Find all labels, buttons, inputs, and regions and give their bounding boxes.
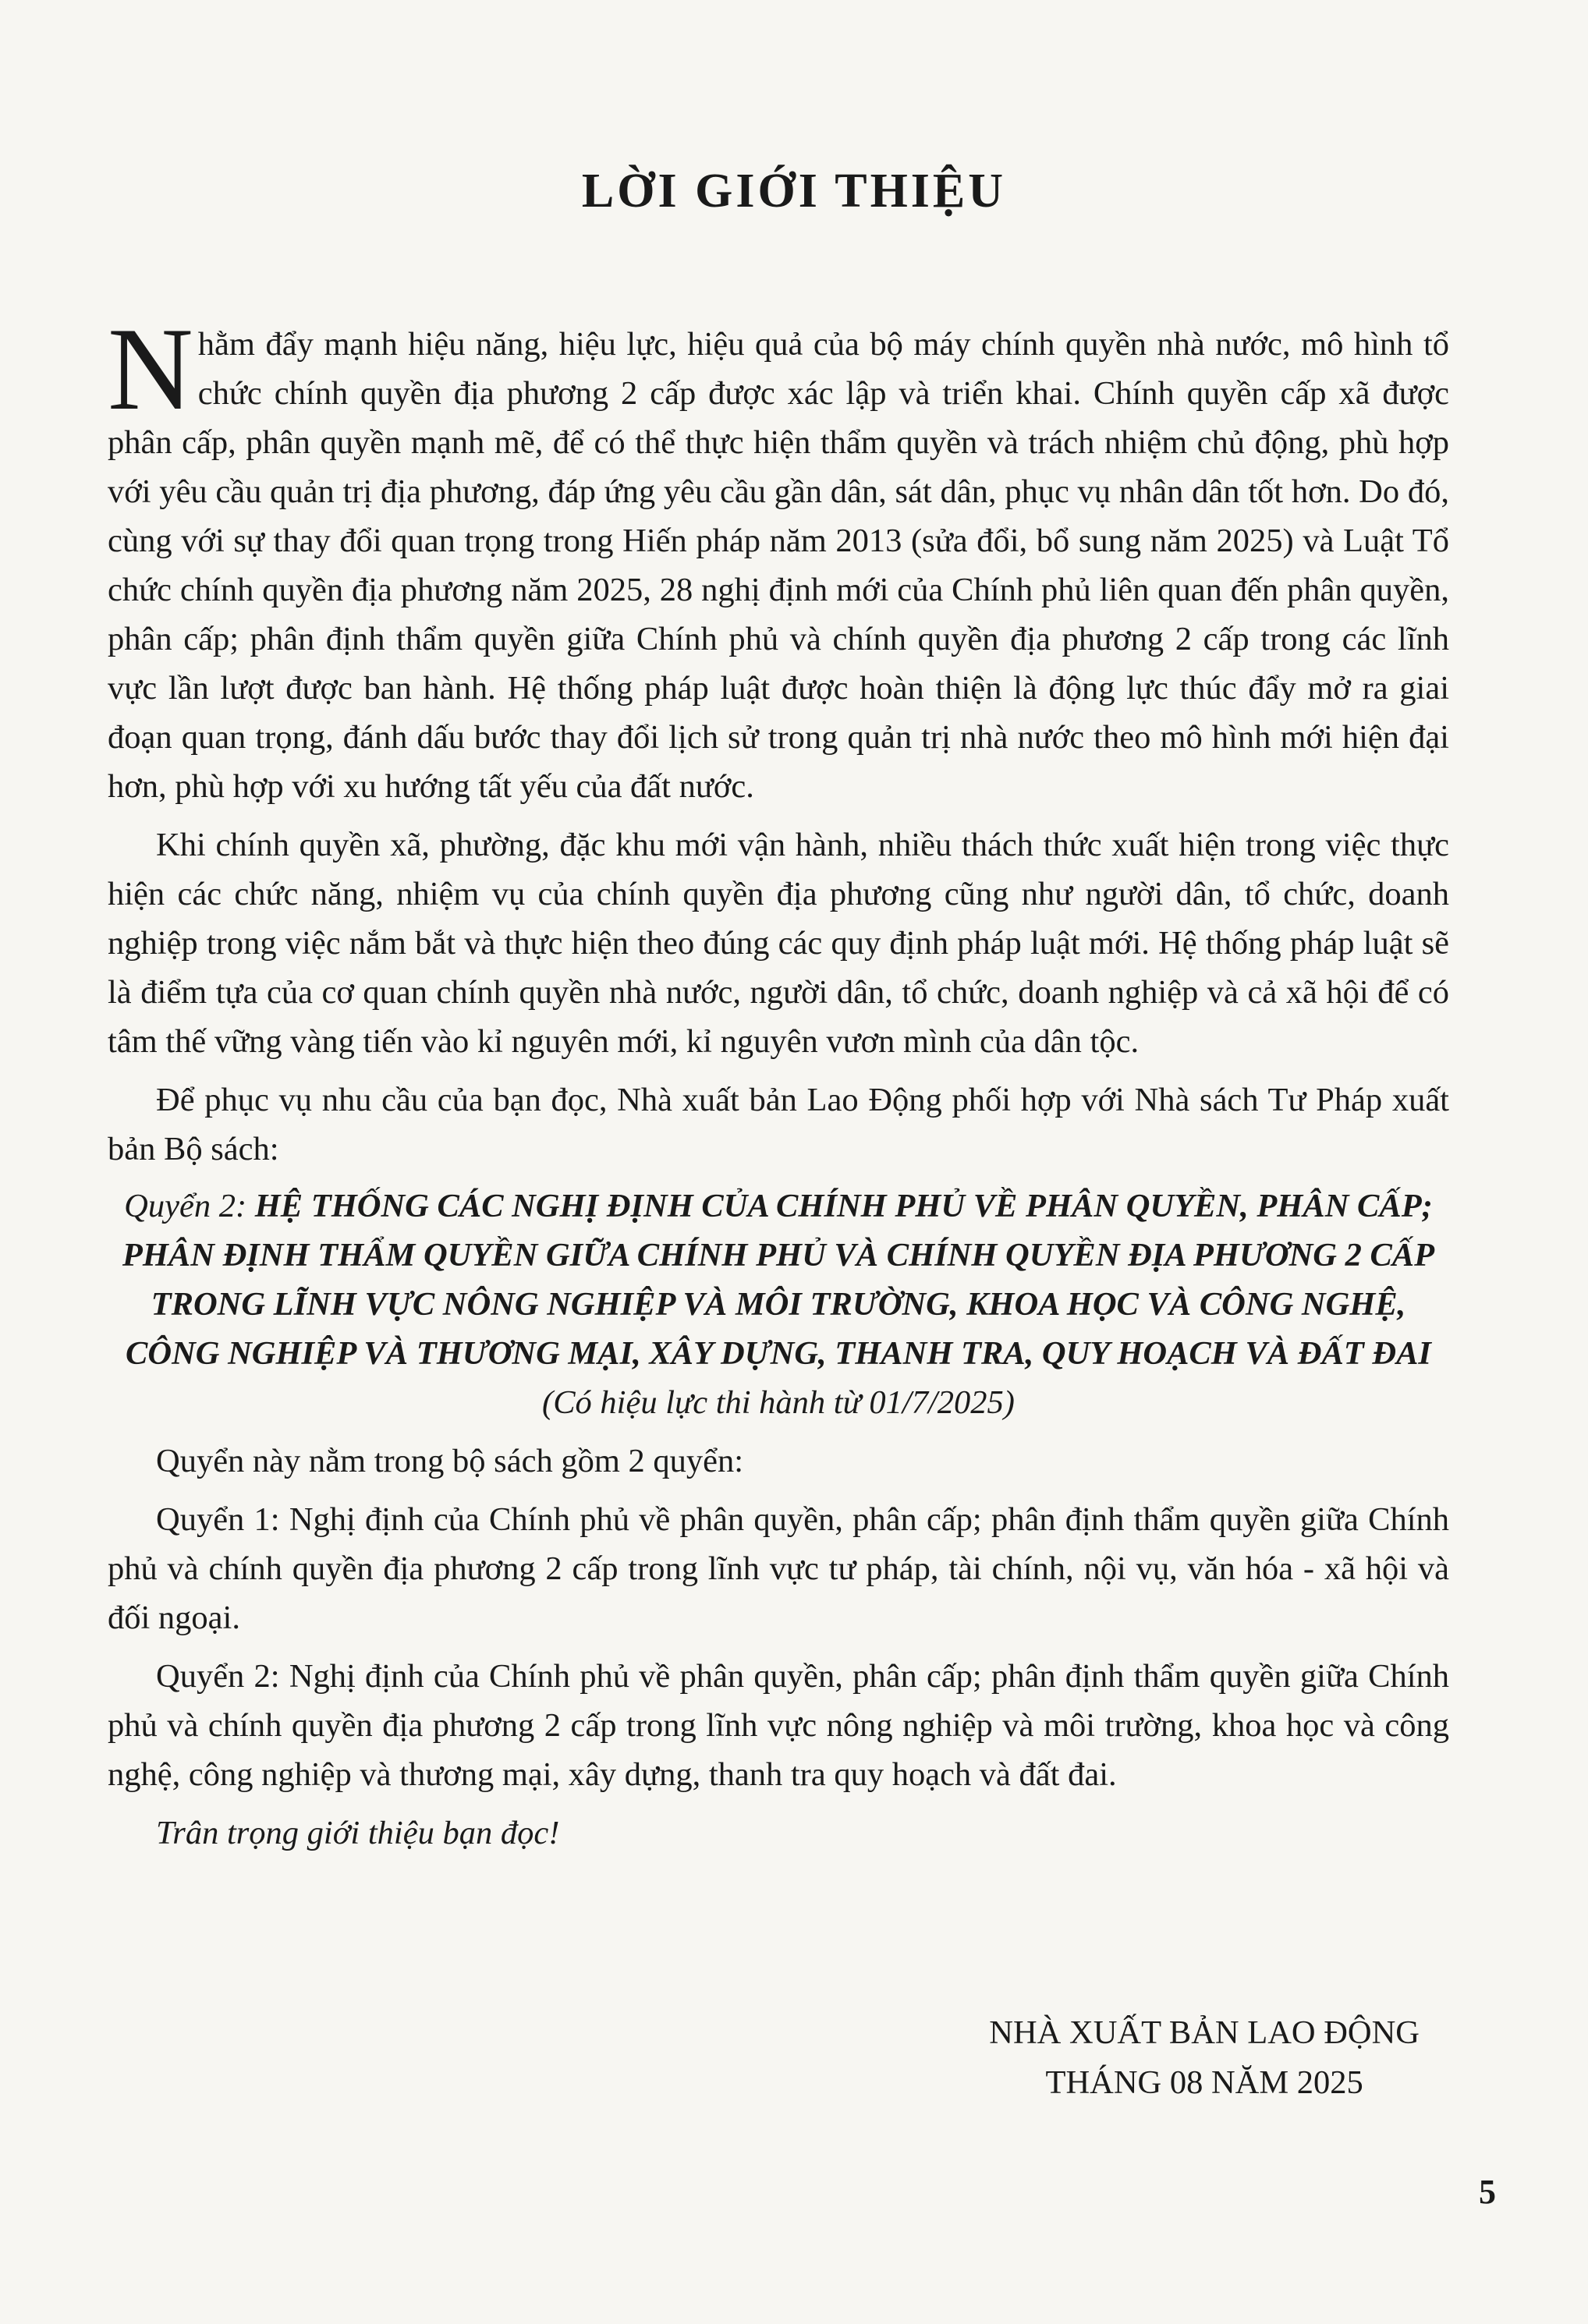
paragraph-challenges: Khi chính quyền xã, phường, đặc khu mới vận hành, nhiều thách thức xuất hiện trong việc thực hiện các chức năng, nhiệm vụ của chính quyền địa phương cũng như người dân, tổ chức, doanh nghiệp trong việc nắm bắt và thực hiện theo đúng các quy định pháp luật mới. Hệ thống pháp luật sẽ là điểm tựa của cơ quan chính quyền nhà nước, người dân, tổ chức, doanh nghiệp và cả xã hội để có tâm thế vững vàng tiến vào kỉ nguyên mới, kỉ nguyên vươn mình của dân tộc.: [108, 827, 1449, 1060]
paragraph-series: Quyển này nằm trong bộ sách gồm 2 quyển:: [156, 1443, 744, 1479]
book-title-line-1: [108, 1181, 1449, 1231]
volume-2-description: Quyển 2: Nghị định của Chính phủ về phân quyền, phân cấp; phân định thẩm quyền giữa Chính phủ và chính quyền địa phương 2 cấp trong lĩnh vực nông nghiệp và môi trường, khoa học và công nghệ, công nghiệp và thương mại, xây dựng, thanh tra quy hoạch và đất đai.: [108, 1658, 1449, 1793]
drop-cap: N: [108, 303, 193, 434]
paragraph-publication: Để phục vụ nhu cầu của bạn đọc, Nhà xuất bản Lao Động phối hợp với Nhà sách Tư Pháp xuất bản Bộ sách:: [108, 1082, 1449, 1167]
publisher-name: NHÀ XUẤT BẢN LAO ĐỘNG: [989, 2014, 1420, 2051]
book-title: [108, 1181, 1449, 1378]
book-title-line-2: PHÂN ĐỊNH THẨM QUYỀN GIỮA CHÍNH PHỦ VÀ CHÍNH QUYỀN ĐỊA PHƯƠNG 2 CẤP: [122, 1237, 1435, 1274]
effective-date: (Có hiệu lực thi hành từ 01/7/2025): [542, 1384, 1015, 1421]
book-title-line-1-text: HỆ THỐNG CÁC NGHỊ ĐỊNH CỦA CHÍNH PHỦ VỀ PHÂN QUYỀN, PHÂN CẤP;: [254, 1188, 1433, 1224]
closing-line: Trân trọng giới thiệu bạn đọc!: [156, 1815, 560, 1851]
page-number: 5: [1479, 2173, 1496, 2211]
publisher-date: THÁNG 08 NĂM 2025: [1045, 2064, 1363, 2101]
page-title: LỜI GIỚI THIỆU: [581, 165, 1007, 218]
body-text: [108, 303, 1449, 1858]
paragraph-intro: [108, 303, 1449, 811]
publisher-signature: [989, 2008, 1420, 2108]
book-title-line-4: CÔNG NGHIỆP VÀ THƯƠNG MẠI, XÂY DỰNG, THANH TRA, QUY HOẠCH VÀ ĐẤT ĐAI: [126, 1335, 1431, 1372]
paragraph-intro-text: hằm đẩy mạnh hiệu năng, hiệu lực, hiệu quả của bộ máy chính quyền nhà nước, mô hình tổ chức chính quyền địa phương 2 cấp được xác lập và triển khai. Chính quyền cấp xã được phân cấp, phân quyền mạnh mẽ, để có thể thực hiện thẩm quyền và trách nhiệm chủ động, phù hợp với yêu cầu quản trị địa phương, đáp ứng yêu cầu gần dân, sát dân, phục vụ nhân dân tốt hơn. Do đó, cùng với sự thay đổi quan trọng trong Hiến pháp năm 2013 (sửa đổi, bổ sung năm 2025) và Luật Tổ chức chính quyền địa phương năm 2025, 28 nghị định mới của Chính phủ liên quan đến phân quyền, phân cấp; phân định thẩm quyền giữa Chính phủ và chính quyền địa phương 2 cấp trong các lĩnh vực lần lượt được ban hành. Hệ thống pháp luật được hoàn thiện là động lực thúc đẩy mở ra giai đoạn quan trọng, đánh dấu bước thay đổi lịch sử trong quản trị nhà nước theo mô hình mới hiện đại hơn, phù hợp với xu hướng tất yếu của đất nước.: [108, 326, 1449, 805]
book-title-line-3: TRONG LĨNH VỰC NÔNG NGHIỆP VÀ MÔI TRƯỜNG, KHOA HỌC VÀ CÔNG NGHỆ,: [151, 1286, 1406, 1323]
volume-1-description: Quyển 1: Nghị định của Chính phủ về phân quyền, phân cấp; phân định thẩm quyền giữa Chính phủ và chính quyền địa phương 2 cấp trong lĩnh vực tư pháp, tài chính, nội vụ, văn hóa - xã hội và đối ngoại.: [108, 1501, 1449, 1636]
book-title-lead: Quyển 2:: [124, 1188, 255, 1224]
